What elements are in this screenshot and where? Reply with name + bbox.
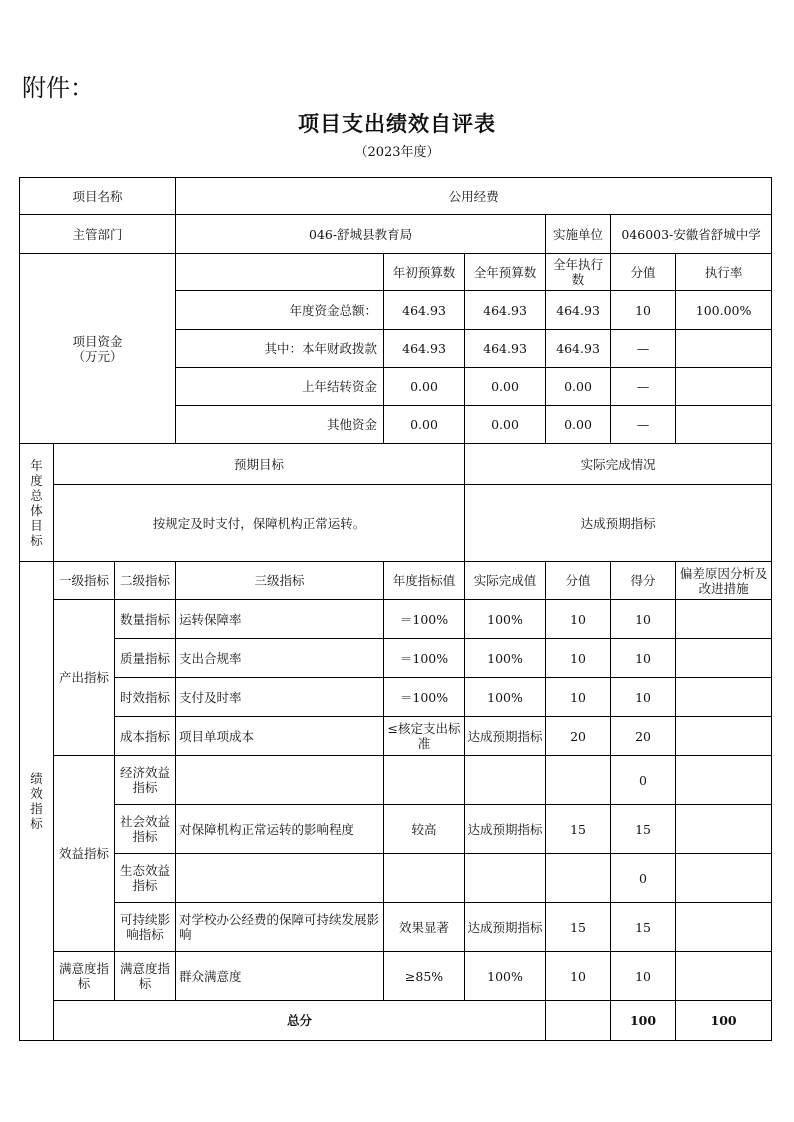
goal-content-row [20, 485, 772, 562]
output-row [20, 678, 772, 717]
output-row [20, 600, 772, 639]
output-row [20, 639, 772, 678]
funds-cell: 464.93 [546, 291, 611, 330]
goal-header-row [20, 444, 772, 485]
score-cell: 20 [546, 717, 611, 756]
satisfaction-row [20, 952, 772, 1001]
perf-header-cell: 二级指标 [115, 562, 176, 600]
dept-row [20, 215, 772, 254]
got-cell: 10 [611, 639, 676, 678]
actual-cell: 达成预期指标 [465, 903, 546, 952]
reason-cell [676, 678, 772, 717]
l3-cell: 支出合规率 [176, 639, 384, 678]
funds-header-cell: 执行率 [676, 254, 772, 291]
reason-cell [676, 639, 772, 678]
goal-actual-header: 实际完成情况 [465, 444, 772, 485]
actual-cell: 100% [465, 952, 546, 1001]
target-cell: ≤核定支出标准 [384, 717, 465, 756]
perf-header-cell: 一级指标 [54, 562, 115, 600]
goal-expected-header: 预期目标 [54, 444, 465, 485]
funds-header-row [20, 254, 772, 291]
funds-label: 项目资金 （万元） [20, 254, 176, 444]
benefit-row [20, 805, 772, 854]
reason-cell [676, 600, 772, 639]
funds-cell: 0.00 [546, 368, 611, 406]
funds-cell [676, 330, 772, 368]
funds-cell: 0.00 [384, 368, 465, 406]
perf-header-cell: 三级指标 [176, 562, 384, 600]
score-cell: 10 [546, 678, 611, 717]
target-cell: ＝100% [384, 678, 465, 717]
perf-header-row [20, 562, 772, 600]
got-cell: 10 [611, 600, 676, 639]
score-cell: 15 [546, 805, 611, 854]
funds-cell: 0.00 [384, 406, 465, 444]
perf-header-cell: 分值 [546, 562, 611, 600]
l2-cell: 满意度指标 [115, 952, 176, 1001]
actual-cell: 达成预期指标 [465, 717, 546, 756]
benefit-row [20, 854, 772, 903]
benefit-row [20, 756, 772, 805]
project-name-row [20, 178, 772, 215]
perf-header-cell: 实际完成值 [465, 562, 546, 600]
l3-cell: 运转保障率 [176, 600, 384, 639]
funds-row-label: 其中：本年财政拨款 [176, 330, 384, 368]
funds-cell: 464.93 [465, 291, 546, 330]
target-cell: ＝100% [384, 639, 465, 678]
funds-cell: — [611, 406, 676, 444]
got-cell: 10 [611, 678, 676, 717]
funds-header-cell: 年初预算数 [384, 254, 465, 291]
actual-cell: 100% [465, 600, 546, 639]
target-cell [384, 854, 465, 903]
funds-row-label: 其他资金 [176, 406, 384, 444]
funds-cell: 0.00 [465, 406, 546, 444]
unit-label: 实施单位 [546, 215, 611, 254]
actual-cell: 达成预期指标 [465, 805, 546, 854]
actual-cell: 100% [465, 678, 546, 717]
project-name-label: 项目名称 [20, 178, 176, 215]
l2-cell: 社会效益指标 [115, 805, 176, 854]
target-cell: ≥85% [384, 952, 465, 1001]
l3-cell: 项目单项成本 [176, 717, 384, 756]
goal-expected-text: 按规定及时支付，保障机构正常运转。 [54, 485, 465, 562]
self-evaluation-table [19, 177, 772, 1041]
reason-cell [676, 717, 772, 756]
unit-value: 046003-安徽省舒城中学 [611, 215, 772, 254]
l2-cell: 时效指标 [115, 678, 176, 717]
reason-cell [676, 805, 772, 854]
l3-cell: 群众满意度 [176, 952, 384, 1001]
funds-cell: 464.93 [384, 330, 465, 368]
l2-cell: 数量指标 [115, 600, 176, 639]
funds-cell: 100.00% [676, 291, 772, 330]
reason-cell [676, 756, 772, 805]
funds-row-label: 年度资金总额： [176, 291, 384, 330]
l2-cell: 经济效益指标 [115, 756, 176, 805]
l3-cell: 对保障机构正常运转的影响程度 [176, 805, 384, 854]
project-name-value: 公用经费 [176, 178, 772, 215]
reason-cell [676, 854, 772, 903]
score-cell: 15 [546, 903, 611, 952]
target-cell: ＝100% [384, 600, 465, 639]
funds-cell: 464.93 [465, 330, 546, 368]
funds-cell: — [611, 330, 676, 368]
total-got: 100 [676, 1001, 772, 1041]
funds-cell: 0.00 [546, 406, 611, 444]
score-cell: 10 [546, 952, 611, 1001]
target-cell [384, 756, 465, 805]
funds-cell [676, 406, 772, 444]
funds-header-cell: 全年执行数 [546, 254, 611, 291]
funds-cell: — [611, 368, 676, 406]
dept-label: 主管部门 [20, 215, 176, 254]
score-cell [546, 756, 611, 805]
funds-row-label: 上年结转资金 [176, 368, 384, 406]
dept-value: 046-舒城县教育局 [176, 215, 546, 254]
funds-header-cell: 分值 [611, 254, 676, 291]
benefit-label: 效益指标 [54, 756, 115, 952]
l2-cell: 质量指标 [115, 639, 176, 678]
total-score: 100 [611, 1001, 676, 1041]
l3-cell: 支付及时率 [176, 678, 384, 717]
funds-cell: 0.00 [465, 368, 546, 406]
perf-label: 绩 效 指 标 [20, 562, 54, 1041]
l2-cell: 生态效益指标 [115, 854, 176, 903]
score-cell: 10 [546, 600, 611, 639]
page-title: 项目支出绩效自评表 [298, 111, 496, 136]
perf-header-cell: 年度指标值 [384, 562, 465, 600]
perf-header-cell: 偏差原因分析及改进措施 [676, 562, 772, 600]
total-label: 总分 [54, 1001, 546, 1041]
target-cell: 效果显著 [384, 903, 465, 952]
total-row [20, 1001, 772, 1041]
l3-cell: 对学校办公经费的保障可持续发展影响 [176, 903, 384, 952]
goal-actual-text: 达成预期指标 [465, 485, 772, 562]
got-cell: 0 [611, 756, 676, 805]
reason-cell [676, 952, 772, 1001]
report-year: （2023年度） [354, 145, 440, 160]
actual-cell [465, 756, 546, 805]
funds-cell: 464.93 [546, 330, 611, 368]
got-cell: 15 [611, 805, 676, 854]
funds-cell: 10 [611, 291, 676, 330]
funds-header-blank [176, 254, 384, 291]
got-cell: 15 [611, 903, 676, 952]
actual-cell: 100% [465, 639, 546, 678]
got-cell: 10 [611, 952, 676, 1001]
benefit-row [20, 903, 772, 952]
l3-cell [176, 854, 384, 903]
total-blank [546, 1001, 611, 1041]
score-cell [546, 854, 611, 903]
funds-cell [676, 368, 772, 406]
l3-cell [176, 756, 384, 805]
got-cell: 20 [611, 717, 676, 756]
perf-header-cell: 得分 [611, 562, 676, 600]
actual-cell [465, 854, 546, 903]
output-row [20, 717, 772, 756]
attachment-label: 附件： [22, 74, 94, 102]
score-cell: 10 [546, 639, 611, 678]
l2-cell: 可持续影响指标 [115, 903, 176, 952]
output-label: 产出指标 [54, 600, 115, 756]
satisfaction-label: 满意度指标 [54, 952, 115, 1001]
funds-cell: 464.93 [384, 291, 465, 330]
funds-header-cell: 全年预算数 [465, 254, 546, 291]
l2-cell: 成本指标 [115, 717, 176, 756]
reason-cell [676, 903, 772, 952]
goal-label: 年 度 总 体 目 标 [20, 444, 54, 562]
target-cell: 较高 [384, 805, 465, 854]
got-cell: 0 [611, 854, 676, 903]
